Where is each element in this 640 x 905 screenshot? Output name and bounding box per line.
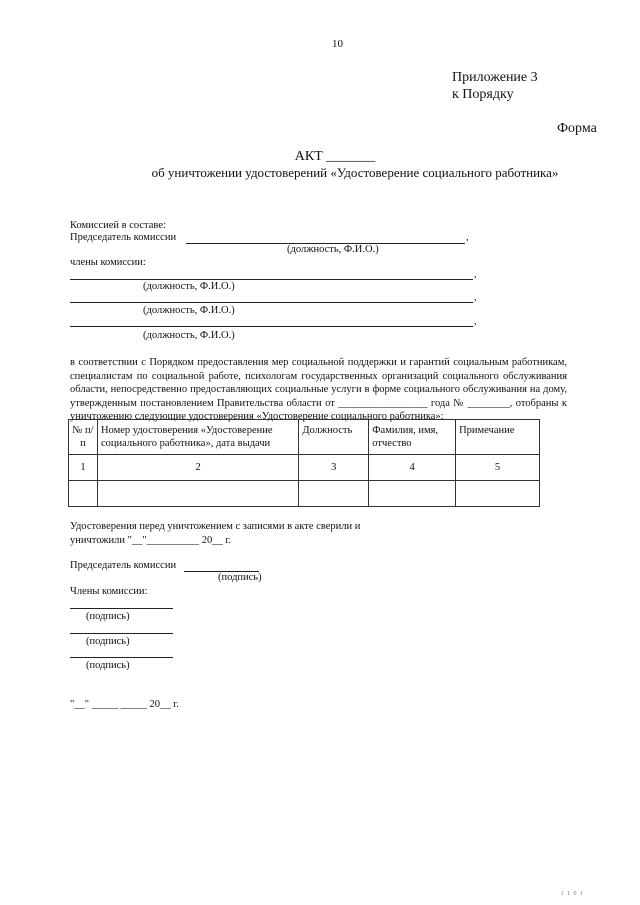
header-cell-note: Примечание: [456, 420, 540, 455]
date-line: "__" _____ _____ 20__ г.: [70, 699, 179, 710]
signature-caption: (подпись): [86, 611, 130, 622]
comma: ,: [474, 316, 477, 327]
body-paragraph: в соответствии с Порядком предоставления мер социальной поддержки и гарантий социальным работникам, специалистам по социальной работе, психологам государственных организаций социального обслуживания области, непосредственно предоставляющих социальные услуги в форме социального обслуживания на дому, утвержденным постановлением Правительства области от _________________ года № ________, отобраны к уничтожению следующие удостоверения «Удостоверение социального работника»:: [70, 357, 567, 422]
table-cell: [456, 481, 540, 507]
signature-caption: (подпись): [86, 660, 130, 671]
position-caption: (должность, Ф.И.О.): [287, 244, 379, 255]
comma: ,: [474, 269, 477, 280]
chairman-label: Председатель комиссии: [70, 232, 177, 243]
verification-line-2: уничтожили "__"__________ 20__ г.: [70, 535, 232, 546]
column-number-cell: 5: [456, 455, 540, 481]
header-cell-number: № п/п: [69, 420, 98, 455]
commission-label: Комиссией в составе:: [70, 220, 166, 231]
comma: ,: [474, 292, 477, 303]
position-caption: (должность, Ф.И.О.): [143, 281, 235, 292]
member-signature-line-1: [70, 608, 173, 609]
position-caption: (должность, Ф.И.О.): [143, 330, 235, 341]
table-cell: [69, 481, 98, 507]
act-title: АКТ _______: [294, 149, 376, 164]
comma: ,: [466, 232, 469, 243]
column-number-cell: 1: [69, 455, 98, 481]
header-cell-certificate: Номер удостоверения «Удостоверение социального работника», дата выдачи: [97, 420, 298, 455]
header-cell-position: Должность: [299, 420, 369, 455]
header-cell-fullname: Фамилия, имя, отчество: [369, 420, 456, 455]
signature-chairman-label: Председатель комиссии: [70, 560, 177, 571]
member-signature-line-3: [70, 657, 173, 658]
table-row: [69, 455, 540, 481]
column-number-cell: 2: [97, 455, 298, 481]
signature-members-label: Члены комиссии:: [70, 586, 148, 597]
form-label: Форма: [557, 121, 597, 136]
position-caption: (должность, Ф.И.О.): [143, 305, 235, 316]
page-number: 10: [332, 38, 343, 50]
table-row: [69, 481, 540, 507]
scan-mark: 1 1 0 1: [560, 891, 584, 897]
member-signature-line-2: [70, 633, 173, 634]
table-header-row: [69, 420, 540, 455]
table-cell: [299, 481, 369, 507]
verification-line-1: Удостоверения перед уничтожением с записями в акте сверили и: [70, 521, 361, 532]
column-number-cell: 4: [369, 455, 456, 481]
members-label: члены комиссии:: [70, 257, 146, 268]
signature-caption: (подпись): [218, 572, 262, 583]
signature-caption: (подпись): [86, 636, 130, 647]
member-line-2: [70, 302, 473, 303]
member-line-3: [70, 326, 473, 327]
appendix-line-2: к Порядку: [452, 87, 514, 102]
certificates-table: [68, 419, 540, 507]
table-cell: [97, 481, 298, 507]
appendix-line-1: Приложение 3: [452, 70, 538, 85]
table-cell: [369, 481, 456, 507]
column-number-cell: 3: [299, 455, 369, 481]
act-subtitle: об уничтожении удостоверений «Удостоверение социального работника»: [151, 165, 559, 180]
member-line-1: [70, 279, 473, 280]
